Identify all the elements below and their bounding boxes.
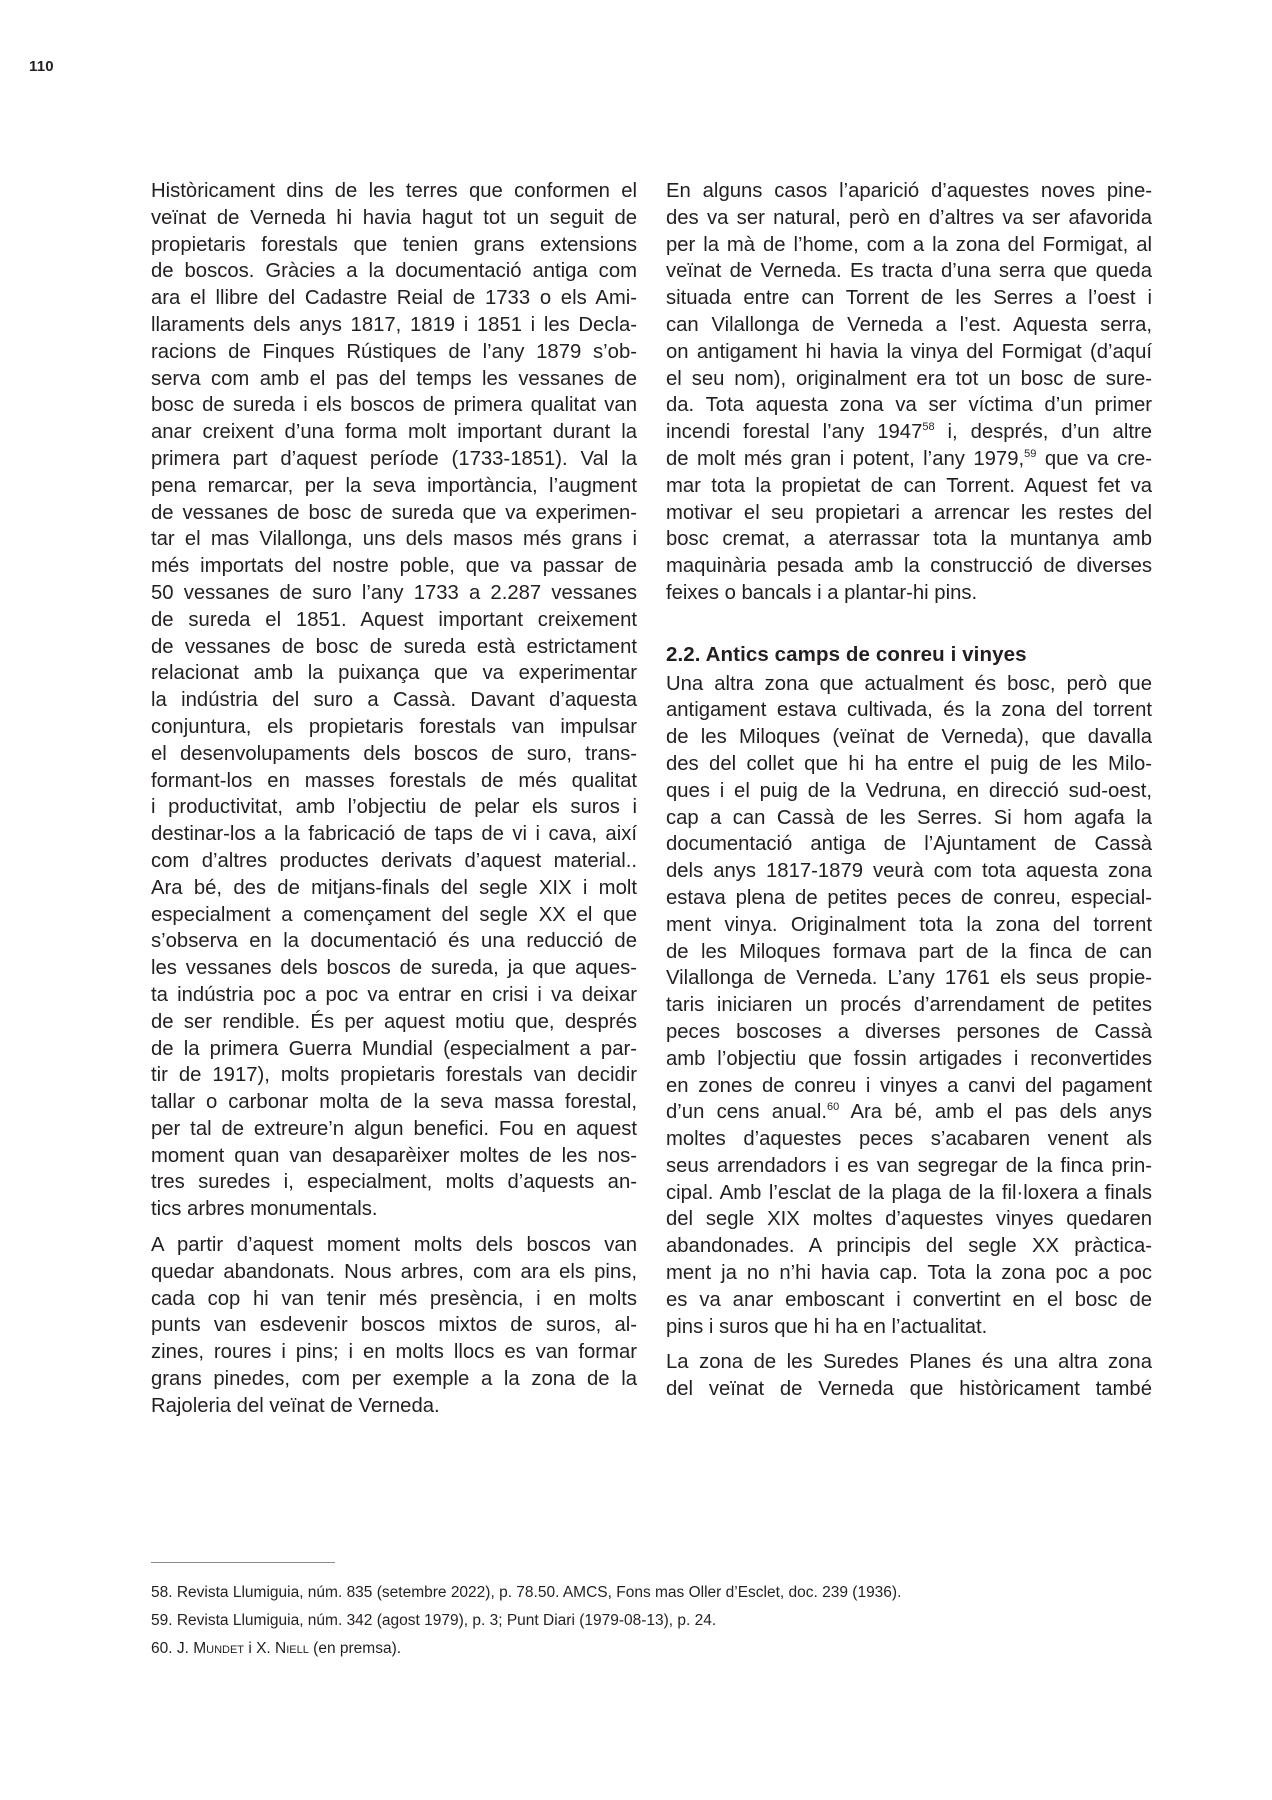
- section-heading: 2.2. Antics camps de conreu i vinyes: [666, 642, 1027, 666]
- text-line: ques i el puig de la Vedruna, en direcció sud-oest,: [666, 779, 1152, 802]
- text-line: cap a can Cassà de les Serres. Si hom agafa la: [666, 806, 1152, 829]
- text-line: tir de 1917), molts propietaris forestals van decidir: [151, 1064, 637, 1087]
- author-name: Mundet: [193, 1640, 245, 1657]
- text-line: seus arrendadors i es van segregar de la finca prin-: [666, 1154, 1152, 1177]
- text-line: i productivitat, amb l’objectiu de pelar els suros i: [151, 796, 637, 819]
- text-line: ment vinya. Originalment tota la zona del torrent: [666, 913, 1152, 936]
- text-line: punts van esdevenir boscos mixtos de suros, al-: [151, 1314, 637, 1337]
- text-line: destinar-los a la fabricació de taps de vi i cava, així: [151, 823, 637, 846]
- text-line: La zona de les Suredes Planes és una altra zona: [666, 1351, 1152, 1374]
- text-line: [666, 1099, 1152, 1126]
- text-fragment: de molt més gran i potent, l’any 1979,: [666, 447, 1025, 470]
- text-line: la indústria del suro a Cassà. Davant d’aquesta: [151, 689, 637, 712]
- text-line: zines, roures i pins; i en molts llocs es van formar: [151, 1341, 637, 1364]
- text-line: Una altra zona que actualment és bosc, però que: [666, 672, 1152, 695]
- text-line: motivar el seu propietari a arrencar les restes del: [666, 501, 1152, 524]
- footnotes: [151, 1579, 1151, 1663]
- text-line: grans pinedes, com per exemple a la zona de la: [151, 1368, 637, 1391]
- body-paragraph: [666, 671, 1152, 1341]
- text-line: per la mà de l’home, com a la zona del Formigat, al: [666, 233, 1152, 256]
- text-line: relacionat amb la puixança que va experimentar: [151, 662, 637, 685]
- text-line: da. Tota aquesta zona va ser víctima d’un primer: [666, 394, 1152, 417]
- text-line: especialment a començament del segle XX el que: [151, 903, 637, 926]
- text-line: feixes o bancals i a plantar-hi pins.: [666, 581, 978, 604]
- text-line: moltes d’aquestes peces s’acabaren venent als: [666, 1128, 1152, 1151]
- text-line: del segle XIX moltes d’aquestes vinyes quedaren: [666, 1208, 1152, 1231]
- text-line: formant-los en masses forestals de més qualitat: [151, 769, 637, 792]
- text-line: primera part d’aquest període (1733-1851). Val la: [151, 447, 637, 470]
- footnote-60-suffix: (en premsa).: [308, 1640, 402, 1657]
- footnote-60-prefix: 60. J.: [151, 1640, 194, 1657]
- text-line: serva com amb el pas del temps les vessanes de: [151, 367, 637, 390]
- text-line: abandonades. A principis del segle XX pràctica-: [666, 1235, 1152, 1258]
- text-line: tar el mas Vilallonga, uns dels masos més grans i: [151, 528, 637, 551]
- text-line: bosc de sureda i els boscos de primera qualitat van: [151, 394, 637, 417]
- text-line: dels anys 1817-1879 veurà com tota aquesta zona: [666, 860, 1152, 883]
- text-line: tres suredes i, especialment, molts d’aquests an-: [151, 1171, 637, 1194]
- text-line: des del collet que hi ha entre el puig de les Milo-: [666, 752, 1152, 775]
- text-fragment: que va cre-: [1036, 447, 1152, 470]
- text-line: es va anar emboscant i convertint en el bosc de: [666, 1288, 1152, 1311]
- body-paragraph: [151, 1232, 637, 1420]
- text-line: maquinària pesada amb la construcció de diverses: [666, 555, 1152, 578]
- text-line: cipal. Amb l’esclat de la plaga de la fil·loxera a finals: [666, 1181, 1152, 1204]
- text-line: can Vilallonga de Verneda a l’est. Aquesta serra,: [666, 313, 1152, 336]
- text-line: estava plena de petites peces de conreu, especial-: [666, 886, 1152, 909]
- text-fragment: incendi forestal l’any 1947: [666, 421, 923, 444]
- text-line: de vessanes de bosc de sureda està estrictament: [151, 635, 637, 658]
- body-paragraph: [151, 178, 637, 1223]
- text-line: s’observa en la documentació és una reducció de: [151, 930, 637, 953]
- text-line: Històricament dins de les terres que conformen el: [151, 180, 637, 202]
- text-line: racions de Finques Rústiques de l’any 1879 s’ob-: [151, 340, 637, 363]
- text-line: de les Miloques formava part de la finca de can: [666, 940, 1152, 963]
- text-line: per tal de extreure’n algun benefici. Fou en aquest: [151, 1117, 637, 1140]
- text-line: anar creixent d’una forma molt important durant la: [151, 421, 637, 444]
- text-line: amb l’objectiu que fossin artigades i reconvertides: [666, 1047, 1152, 1070]
- body-paragraph: [666, 1349, 1152, 1403]
- text-line: llaraments dels anys 1817, 1819 i 1851 i les Decla-: [151, 313, 637, 336]
- text-line: [666, 446, 1152, 473]
- text-line: documentació antiga de l’Ajuntament de Cassà: [666, 833, 1152, 856]
- text-line: A partir d’aquest moment molts dels boscos van: [151, 1234, 637, 1257]
- text-line: peces boscoses a diverses persones de Cassà: [666, 1020, 1152, 1043]
- text-line: de vessanes de bosc de sureda que va experimen-: [151, 501, 637, 524]
- text-line: de les Miloques (veïnat de Verneda), que davalla: [666, 726, 1152, 749]
- text-line: on antigament hi havia la vinya del Formigat (d’aquí: [666, 340, 1152, 363]
- author-name: Niell: [275, 1640, 309, 1657]
- text-line: situada entre can Torrent de les Serres a l’oest i: [666, 287, 1152, 310]
- text-line: de ser rendible. És per aquest motiu que, després: [151, 1010, 637, 1033]
- text-line: cada cop hi van tenir més presència, i en molts: [151, 1287, 637, 1310]
- text-line: més importats del nostre poble, que va passar de: [151, 555, 637, 578]
- left-column: [151, 178, 637, 1429]
- text-line: de la primera Guerra Mundial (especialment a par-: [151, 1037, 637, 1060]
- footnote-58: 58. Revista Llumiguia, núm. 835 (setembre 2022), p. 78.50. AMCS, Fons mas Oller d’Esclet, doc. 239 (1936).: [151, 1584, 902, 1601]
- text-line: Rajoleria del veïnat de Verneda.: [151, 1394, 440, 1417]
- text-line: antigament estava cultivada, és la zona del torrent: [666, 699, 1152, 722]
- text-line: del veïnat de Verneda que històricament també: [666, 1378, 1152, 1401]
- text-line: tallar o carbonar molta de la seva massa forestal,: [151, 1091, 637, 1114]
- footnote-60: [151, 1635, 1151, 1663]
- text-line: el desenvolupaments dels boscos de suro, trans-: [151, 742, 637, 765]
- text-line: ta indústria poc a poc va entrar en crisi i va deixar: [151, 983, 637, 1006]
- footnote-59: 59. Revista Llumiguia, núm. 342 (agost 1979), p. 3; Punt Diari (1979-08-13), p. 24.: [151, 1612, 717, 1629]
- footnote-reference[interactable]: 58: [922, 421, 935, 434]
- text-line: En alguns casos l’aparició d’aquestes noves pine-: [666, 180, 1152, 202]
- text-line: el seu nom), originalment era tot un bosc de sure-: [666, 367, 1152, 390]
- text-line: pins i suros que hi ha en l’actualitat.: [666, 1315, 988, 1338]
- text-line: des va ser natural, però en d’altres va ser afavorida: [666, 206, 1152, 229]
- text-fragment: i, després, d’un altre: [934, 421, 1152, 444]
- text-line: Ara bé, des de mitjans-finals del segle XIX i molt: [151, 876, 637, 899]
- text-line: Vilallonga de Verneda. L’any 1761 els seus propie-: [666, 967, 1152, 990]
- text-line: ment ja no n’hi havia cap. Tota la zona poc a poc: [666, 1262, 1152, 1285]
- text-fragment: d’un cens anual.: [666, 1101, 828, 1124]
- text-line: quedar abandonats. Nous arbres, com ara els pins,: [151, 1260, 637, 1283]
- text-line: veïnat de Verneda hi havia hagut tot un seguit de: [151, 206, 637, 229]
- text-line: ara el llibre del Cadastre Reial de 1733 o els Ami-: [151, 287, 637, 310]
- footnote-divider: [151, 1562, 335, 1563]
- text-line: de boscos. Gràcies a la documentació antiga com: [151, 260, 637, 283]
- right-column: [666, 178, 1152, 1412]
- text-line: com d’altres productes derivats d’aquest material..: [151, 849, 637, 872]
- footnote-reference[interactable]: 60: [827, 1101, 840, 1114]
- footnote-60-mid: i X.: [244, 1640, 276, 1657]
- text-line: mar tota la propietat de can Torrent. Aquest fet va: [666, 474, 1152, 497]
- footnote-reference[interactable]: 59: [1024, 447, 1037, 460]
- page-number: 110: [29, 58, 54, 75]
- text-line: de sureda el 1851. Aquest important creixement: [151, 608, 637, 631]
- text-line: conjuntura, els propietaris forestals van impulsar: [151, 715, 637, 738]
- text-line: bosc cremat, a aterrassar tota la muntanya amb: [666, 528, 1152, 551]
- text-line: les vessanes dels boscos de sureda, ja que aques-: [151, 957, 637, 980]
- text-line: 50 vessanes de suro l’any 1733 a 2.287 vessanes: [151, 581, 637, 604]
- text-line: [666, 419, 1152, 446]
- text-line: pena remarcar, per la seva importància, l’augment: [151, 474, 637, 497]
- text-line: tics arbres monumentals.: [151, 1198, 378, 1221]
- text-line: moment quan van desaparèixer moltes de les nos-: [151, 1144, 637, 1167]
- body-paragraph: [666, 178, 1152, 607]
- text-line: en zones de conreu i vinyes a canvi del pagament: [666, 1074, 1152, 1097]
- text-line: propietaris forestals que tenien grans extensions: [151, 233, 637, 256]
- text-line: taris iniciaren un procés d’arrendament de petites: [666, 994, 1152, 1017]
- text-line: veïnat de Verneda. Es tracta d’una serra que queda: [666, 260, 1152, 283]
- text-fragment: Ara bé, amb el pas dels anys: [839, 1101, 1153, 1124]
